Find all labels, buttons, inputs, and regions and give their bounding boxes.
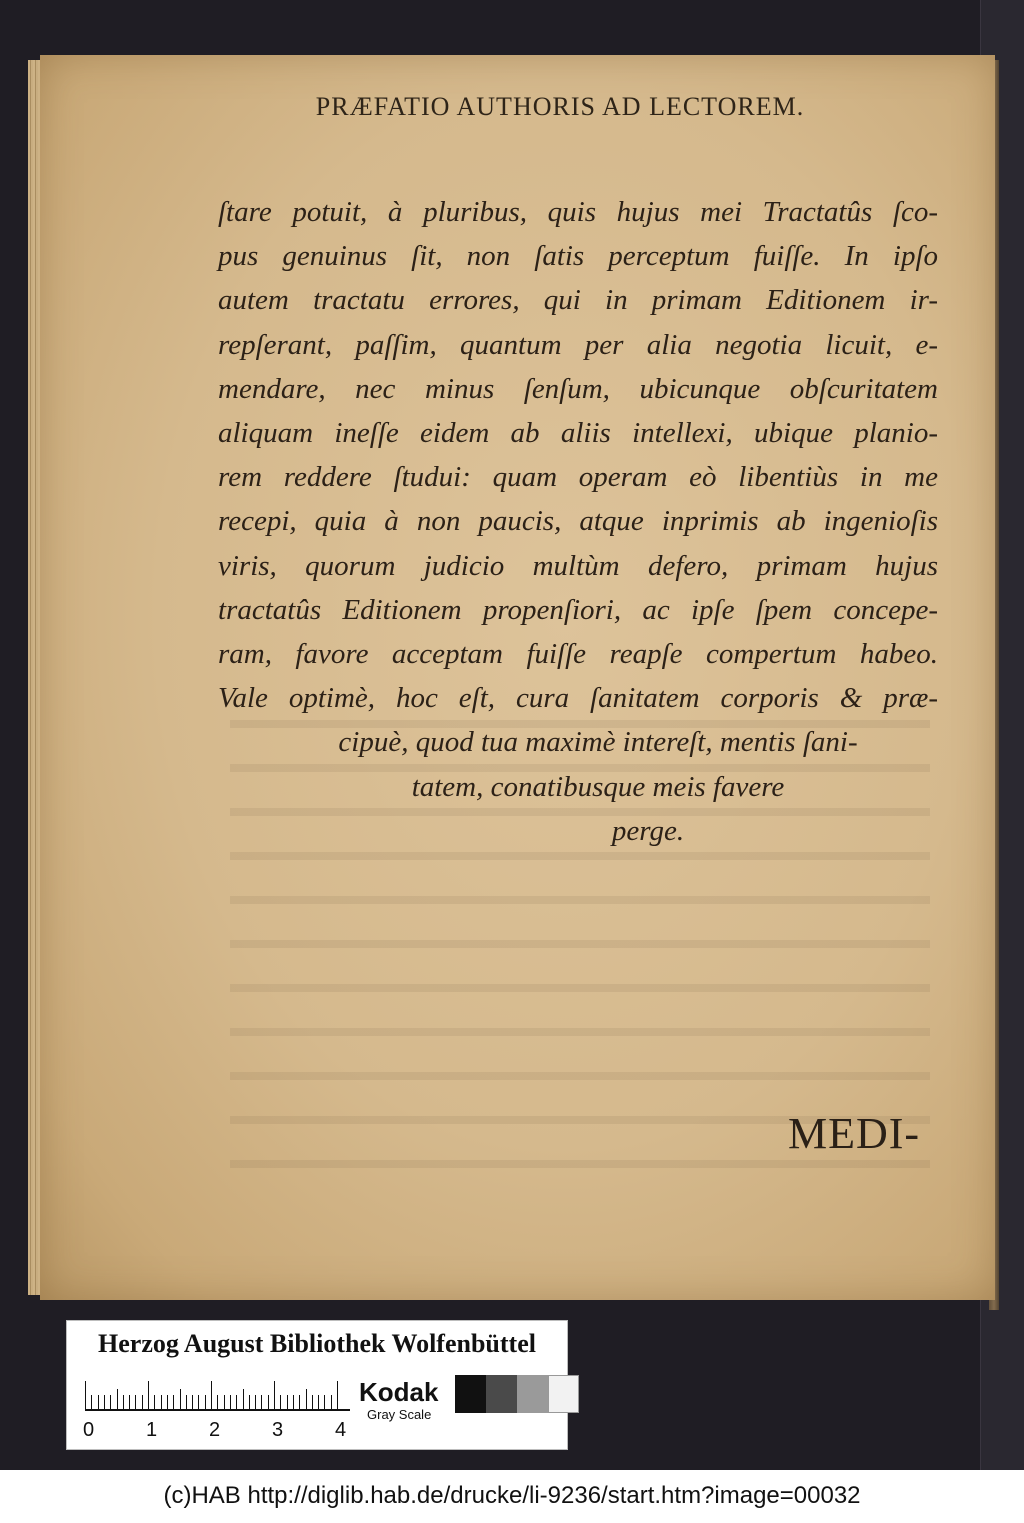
text-line: tractatûs Editionem propenſiori, ac ipſe ſpem concepe- xyxy=(218,593,938,626)
catchword: MEDI- xyxy=(788,1109,921,1158)
ruler-tick xyxy=(161,1395,162,1409)
ruler-tick xyxy=(243,1389,244,1409)
text-line: Vale optimè, hoc eſt, cura ſanitatem corporis & præ- xyxy=(218,682,938,715)
ruler-tick xyxy=(293,1395,294,1409)
ruler-digit: 2 xyxy=(209,1419,221,1441)
ruler-digit: 4 xyxy=(335,1419,347,1441)
ruler-tick xyxy=(287,1395,288,1409)
library-name: Herzog August Bibliothek Wolfenbüttel xyxy=(98,1329,536,1358)
ruler-tick xyxy=(129,1395,130,1409)
ruler-tick xyxy=(337,1381,338,1409)
ruler-digit: 0 xyxy=(83,1419,95,1441)
ruler-tick xyxy=(217,1395,218,1409)
ruler-tick xyxy=(91,1395,92,1409)
copyright-url: (c)HAB http://diglib.hab.de/drucke/li-9236/start.htm?image=00032 xyxy=(163,1482,861,1509)
ruler-tick xyxy=(331,1395,332,1409)
ruler-tick xyxy=(123,1395,124,1409)
ruler-tick xyxy=(236,1395,237,1409)
ruler-digit: 1 xyxy=(146,1419,158,1441)
text-line: ſtare potuit, à pluribus, quis hujus mei Tractatûs ſco- xyxy=(218,196,938,228)
ruler-tick xyxy=(205,1395,206,1409)
page-body xyxy=(218,190,938,853)
text-line: autem tractatu errores, qui in primam Editionem ir- xyxy=(218,284,938,317)
ruler-tick xyxy=(211,1381,212,1409)
gray-swatch xyxy=(486,1375,517,1413)
ruler-tick xyxy=(261,1395,262,1409)
kodak-subtitle: Gray Scale xyxy=(367,1407,432,1422)
ruler-tick xyxy=(280,1395,281,1409)
ruler-digit: 3 xyxy=(272,1419,284,1441)
ruler-tick xyxy=(198,1395,199,1409)
ruler-tick xyxy=(85,1381,86,1409)
text-line: viris, quorum judicio multùm defero, primam hujus xyxy=(218,549,938,582)
ruler-tick xyxy=(274,1381,275,1409)
ruler-tick xyxy=(173,1395,174,1409)
ruler-tick xyxy=(249,1395,250,1409)
ruler-tick xyxy=(312,1395,313,1409)
ruler-tick xyxy=(98,1395,99,1409)
text-line: mendare, nec minus ſenſum, ubicunque obſcuritatem xyxy=(218,372,938,405)
ruler-tick xyxy=(255,1395,256,1409)
scale-ruler xyxy=(85,1379,350,1411)
ruler-tick xyxy=(110,1395,111,1409)
text-line: pus genuinus ſit, non ſatis perceptum fuiſſe. In ipſo xyxy=(218,240,938,273)
ruler-tick xyxy=(192,1395,193,1409)
ruler-tick xyxy=(186,1395,187,1409)
ruler-tick xyxy=(180,1389,181,1409)
ruler-tick xyxy=(148,1381,149,1409)
kodak-logo: Kodak xyxy=(359,1377,439,1407)
gray-swatch xyxy=(517,1375,548,1413)
text-line: ram, favore acceptam fuiſſe reapſe compertum habeo. xyxy=(218,638,938,671)
color-calibration-bar xyxy=(66,1320,568,1450)
text-line: recepi, quia à non paucis, atque inprimis ab ingenioſis xyxy=(218,505,938,538)
ruler-tick xyxy=(117,1389,118,1409)
ruler-tick xyxy=(224,1395,225,1409)
text-line: aliquam ineſſe eidem ab aliis intellexi, ubique planio- xyxy=(218,417,938,450)
ruler-tick xyxy=(318,1395,319,1409)
text-line: perge. xyxy=(611,814,685,847)
gray-swatch xyxy=(455,1375,486,1413)
page-header: PRÆFATIO AUTHORIS AD LECTOREM. xyxy=(315,92,805,121)
ruler-tick xyxy=(268,1395,269,1409)
ruler-tick xyxy=(306,1389,307,1409)
text-line: cipuè, quod tua maximè intereſt, mentis ſani- xyxy=(338,726,858,759)
ruler-tick xyxy=(135,1395,136,1409)
ruler-tick xyxy=(154,1395,155,1409)
ruler-tick xyxy=(142,1395,143,1409)
ruler-tick xyxy=(167,1395,168,1409)
ruler-tick xyxy=(299,1395,300,1409)
ruler-digits xyxy=(79,1419,369,1445)
text-line: tatem, conatibusque meis favere xyxy=(411,770,785,803)
text-line: repſerant, paſſim, quantum per alia negotia licuit, e- xyxy=(218,328,938,361)
ruler-tick xyxy=(324,1395,325,1409)
ruler-tick xyxy=(104,1395,105,1409)
ruler-tick xyxy=(230,1395,231,1409)
gray-swatch xyxy=(548,1375,579,1413)
text-line: rem reddere ſtudui: quam operam eò libentiùs in me xyxy=(218,461,938,494)
